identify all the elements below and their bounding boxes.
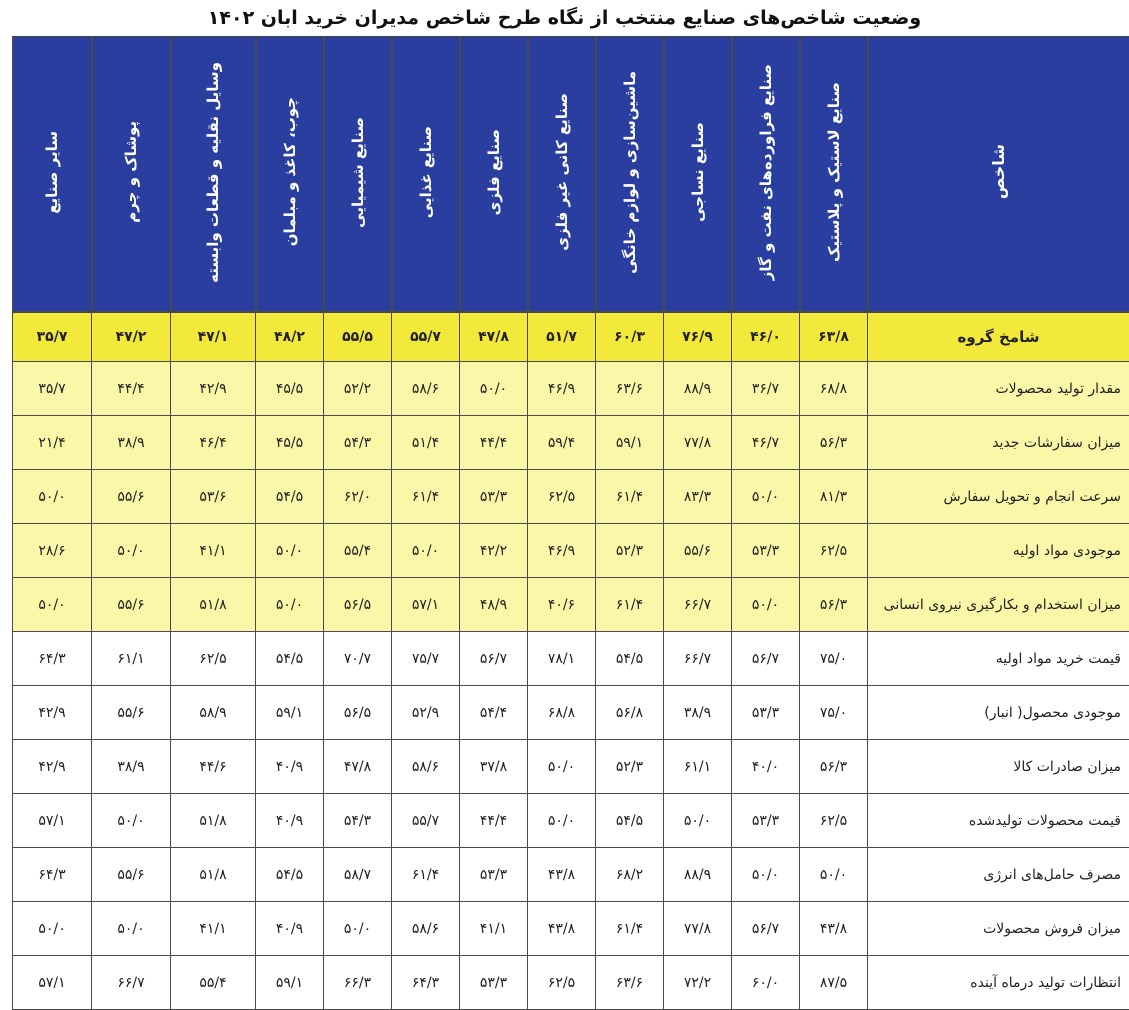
value-cell: ۴۱/۱	[171, 524, 256, 578]
header-industry	[460, 37, 528, 312]
value-cell: ۳۶/۷	[732, 362, 800, 416]
value-cell: ۵۴/۵	[596, 794, 664, 848]
value-cell: ۴۳/۸	[528, 902, 596, 956]
value-cell: ۶۰/۳	[596, 312, 664, 362]
value-cell: ۵۰/۰	[13, 902, 92, 956]
value-cell: ۵۴/۳	[324, 416, 392, 470]
value-cell: ۵۰/۰	[528, 740, 596, 794]
value-cell: ۴۲/۹	[13, 686, 92, 740]
value-cell: ۳۸/۹	[664, 686, 732, 740]
industry-pmi-table	[12, 36, 1129, 1010]
header-industry-label: صنایع کانی غیر فلزی	[553, 93, 571, 251]
row-label: مصرف حامل‌های انرژی	[868, 848, 1129, 902]
header-industry-label: صنایع فراورده‌های نفت و گاز	[757, 64, 775, 280]
value-cell: ۵۱/۴	[392, 416, 460, 470]
value-cell: ۵۶/۵	[324, 686, 392, 740]
header-industry	[171, 37, 256, 312]
value-cell: ۴۳/۸	[800, 902, 868, 956]
header-industry	[800, 37, 868, 312]
value-cell: ۵۶/۳	[800, 416, 868, 470]
value-cell: ۵۸/۶	[392, 740, 460, 794]
header-industry-label: صنایع فلزی	[485, 129, 503, 215]
value-cell: ۷۷/۸	[664, 902, 732, 956]
header-industry-label: پوشاک و چرم	[122, 121, 140, 223]
value-cell: ۷۵/۰	[800, 632, 868, 686]
value-cell: ۵۶/۷	[732, 632, 800, 686]
value-cell: ۶۳/۸	[800, 312, 868, 362]
value-cell: ۵۲/۲	[324, 362, 392, 416]
value-cell: ۵۳/۶	[171, 470, 256, 524]
value-cell: ۵۶/۵	[324, 578, 392, 632]
value-cell: ۵۵/۵	[324, 312, 392, 362]
value-cell: ۴۶/۹	[528, 362, 596, 416]
header-metric-label: شاخص	[990, 144, 1008, 199]
value-cell: ۶۰/۰	[732, 956, 800, 1010]
value-cell: ۶۲/۵	[528, 470, 596, 524]
value-cell: ۶۱/۴	[596, 578, 664, 632]
value-cell: ۵۵/۶	[92, 470, 171, 524]
value-cell: ۵۰/۰	[13, 470, 92, 524]
value-cell: ۵۵/۷	[392, 794, 460, 848]
value-cell: ۵۸/۹	[171, 686, 256, 740]
value-cell: ۵۶/۳	[800, 740, 868, 794]
header-industry-label: سایر صنایع	[43, 131, 61, 214]
value-cell: ۶۸/۸	[528, 686, 596, 740]
value-cell: ۵۲/۳	[596, 740, 664, 794]
value-cell: ۴۲/۹	[171, 362, 256, 416]
value-cell: ۴۸/۲	[256, 312, 324, 362]
value-cell: ۵۰/۰	[732, 470, 800, 524]
value-cell: ۵۸/۷	[324, 848, 392, 902]
header-industry-label: وسایل نقلیه و قطعات وابسته	[204, 62, 222, 283]
value-cell: ۵۶/۳	[800, 578, 868, 632]
row-label: شامخ گروه	[868, 312, 1129, 362]
value-cell: ۴۲/۹	[13, 740, 92, 794]
value-cell: ۴۱/۱	[171, 902, 256, 956]
value-cell: ۷۶/۹	[664, 312, 732, 362]
value-cell: ۵۳/۳	[460, 470, 528, 524]
value-cell: ۶۱/۴	[392, 848, 460, 902]
value-cell: ۵۵/۴	[324, 524, 392, 578]
table-row	[13, 524, 1129, 578]
value-cell: ۵۰/۰	[256, 524, 324, 578]
value-cell: ۲۸/۶	[13, 524, 92, 578]
value-cell: ۵۵/۷	[392, 312, 460, 362]
value-cell: ۵۰/۰	[392, 524, 460, 578]
value-cell: ۵۵/۶	[92, 578, 171, 632]
value-cell: ۸۷/۵	[800, 956, 868, 1010]
value-cell: ۴۴/۴	[92, 362, 171, 416]
value-cell: ۴۳/۸	[528, 848, 596, 902]
value-cell: ۵۱/۸	[171, 578, 256, 632]
header-industry	[528, 37, 596, 312]
value-cell: ۴۸/۹	[460, 578, 528, 632]
value-cell: ۵۳/۳	[732, 794, 800, 848]
value-cell: ۵۷/۱	[13, 956, 92, 1010]
value-cell: ۶۶/۷	[664, 632, 732, 686]
value-cell: ۴۷/۸	[460, 312, 528, 362]
value-cell: ۴۷/۲	[92, 312, 171, 362]
value-cell: ۵۵/۶	[92, 848, 171, 902]
value-cell: ۵۲/۳	[596, 524, 664, 578]
header-industry-label: چوب، کاغذ و مبلمان	[281, 97, 299, 246]
header-row	[13, 37, 1129, 312]
header-industry-label: صنایع نساجی	[689, 122, 707, 222]
table-row	[13, 470, 1129, 524]
value-cell: ۵۲/۹	[392, 686, 460, 740]
value-cell: ۶۳/۶	[596, 956, 664, 1010]
value-cell: ۵۰/۰	[664, 794, 732, 848]
header-industry	[256, 37, 324, 312]
value-cell: ۳۷/۸	[460, 740, 528, 794]
value-cell: ۴۶/۷	[732, 416, 800, 470]
header-metric	[868, 37, 1129, 312]
value-cell: ۳۵/۷	[13, 362, 92, 416]
value-cell: ۷۰/۷	[324, 632, 392, 686]
header-industry-label: صنایع غذایی	[417, 126, 435, 218]
value-cell: ۶۱/۴	[596, 470, 664, 524]
table-row	[13, 794, 1129, 848]
value-cell: ۴۷/۱	[171, 312, 256, 362]
value-cell: ۴۰/۹	[256, 740, 324, 794]
table-row	[13, 362, 1129, 416]
value-cell: ۶۲/۰	[324, 470, 392, 524]
value-cell: ۸۸/۹	[664, 848, 732, 902]
header-industry-label: صنایع شیمیایی	[349, 117, 367, 228]
row-label: انتظارات تولید درماه آینده	[868, 956, 1129, 1010]
value-cell: ۶۲/۵	[171, 632, 256, 686]
table-title: وضعیت شاخص‌های صنایع منتخب از نگاه طرح شاخص مدیران خرید ابان ۱۴۰۲	[0, 0, 1129, 32]
value-cell: ۵۴/۵	[596, 632, 664, 686]
value-cell: ۵۰/۰	[800, 848, 868, 902]
value-cell: ۵۳/۳	[460, 956, 528, 1010]
value-cell: ۶۴/۳	[392, 956, 460, 1010]
header-industry	[732, 37, 800, 312]
value-cell: ۳۸/۹	[92, 416, 171, 470]
value-cell: ۴۶/۰	[732, 312, 800, 362]
value-cell: ۵۰/۰	[92, 524, 171, 578]
value-cell: ۵۴/۳	[324, 794, 392, 848]
value-cell: ۴۵/۵	[256, 416, 324, 470]
header-industry-label: ماشین‌سازی و لوازم خانگی	[621, 71, 639, 274]
value-cell: ۶۶/۳	[324, 956, 392, 1010]
value-cell: ۶۶/۷	[664, 578, 732, 632]
value-cell: ۶۲/۵	[800, 524, 868, 578]
value-cell: ۵۰/۰	[460, 362, 528, 416]
table-row	[13, 686, 1129, 740]
value-cell: ۵۶/۷	[460, 632, 528, 686]
value-cell: ۶۲/۵	[800, 794, 868, 848]
table-row	[13, 902, 1129, 956]
value-cell: ۴۱/۱	[460, 902, 528, 956]
value-cell: ۵۱/۷	[528, 312, 596, 362]
row-label: میزان استخدام و بکارگیری نیروی انسانی	[868, 578, 1129, 632]
value-cell: ۴۲/۲	[460, 524, 528, 578]
value-cell: ۵۰/۰	[92, 794, 171, 848]
value-cell: ۵۹/۴	[528, 416, 596, 470]
value-cell: ۴۰/۹	[256, 902, 324, 956]
value-cell: ۵۰/۰	[324, 902, 392, 956]
value-cell: ۵۸/۶	[392, 362, 460, 416]
value-cell: ۷۵/۷	[392, 632, 460, 686]
value-cell: ۵۳/۳	[732, 686, 800, 740]
row-label: موجودی محصول( انبار)	[868, 686, 1129, 740]
value-cell: ۵۱/۸	[171, 848, 256, 902]
value-cell: ۷۵/۰	[800, 686, 868, 740]
value-cell: ۵۹/۱	[596, 416, 664, 470]
value-cell: ۶۴/۳	[13, 632, 92, 686]
value-cell: ۸۱/۳	[800, 470, 868, 524]
value-cell: ۵۰/۰	[528, 794, 596, 848]
value-cell: ۵۸/۶	[392, 902, 460, 956]
value-cell: ۵۰/۰	[732, 578, 800, 632]
row-label: موجودی مواد اولیه	[868, 524, 1129, 578]
row-label: سرعت انجام و تحویل سفارش	[868, 470, 1129, 524]
value-cell: ۵۶/۷	[732, 902, 800, 956]
value-cell: ۵۰/۰	[92, 902, 171, 956]
value-cell: ۶۱/۱	[92, 632, 171, 686]
value-cell: ۲۱/۴	[13, 416, 92, 470]
group-index-row	[13, 312, 1129, 362]
value-cell: ۷۷/۸	[664, 416, 732, 470]
value-cell: ۶۴/۳	[13, 848, 92, 902]
table-row	[13, 416, 1129, 470]
table-row	[13, 632, 1129, 686]
value-cell: ۶۶/۷	[92, 956, 171, 1010]
value-cell: ۵۵/۶	[92, 686, 171, 740]
value-cell: ۷۸/۱	[528, 632, 596, 686]
value-cell: ۴۶/۴	[171, 416, 256, 470]
value-cell: ۵۴/۴	[460, 686, 528, 740]
value-cell: ۸۸/۹	[664, 362, 732, 416]
value-cell: ۵۰/۰	[13, 578, 92, 632]
value-cell: ۵۵/۴	[171, 956, 256, 1010]
value-cell: ۸۳/۳	[664, 470, 732, 524]
value-cell: ۴۰/۶	[528, 578, 596, 632]
value-cell: ۵۰/۰	[256, 578, 324, 632]
value-cell: ۳۸/۹	[92, 740, 171, 794]
value-cell: ۷۲/۲	[664, 956, 732, 1010]
value-cell: ۵۷/۱	[13, 794, 92, 848]
value-cell: ۴۷/۸	[324, 740, 392, 794]
header-industry	[324, 37, 392, 312]
value-cell: ۵۵/۶	[664, 524, 732, 578]
value-cell: ۵۴/۵	[256, 848, 324, 902]
table-row	[13, 956, 1129, 1010]
value-cell: ۵۹/۱	[256, 686, 324, 740]
value-cell: ۵۱/۸	[171, 794, 256, 848]
row-label: قیمت خرید مواد اولیه	[868, 632, 1129, 686]
value-cell: ۵۴/۵	[256, 632, 324, 686]
value-cell: ۴۴/۶	[171, 740, 256, 794]
value-cell: ۶۱/۱	[664, 740, 732, 794]
value-cell: ۵۴/۵	[256, 470, 324, 524]
table-row	[13, 848, 1129, 902]
row-label: میزان صادرات کالا	[868, 740, 1129, 794]
value-cell: ۵۰/۰	[732, 848, 800, 902]
value-cell: ۴۵/۵	[256, 362, 324, 416]
header-industry-label: صنایع لاستیک و پلاستیک	[825, 82, 843, 262]
header-industry	[664, 37, 732, 312]
value-cell: ۶۱/۴	[596, 902, 664, 956]
value-cell: ۳۵/۷	[13, 312, 92, 362]
row-label: میزان فروش محصولات	[868, 902, 1129, 956]
header-industry	[596, 37, 664, 312]
value-cell: ۵۳/۳	[732, 524, 800, 578]
value-cell: ۶۸/۲	[596, 848, 664, 902]
value-cell: ۴۶/۹	[528, 524, 596, 578]
row-label: مقدار تولید محصولات	[868, 362, 1129, 416]
value-cell: ۴۰/۰	[732, 740, 800, 794]
value-cell: ۶۲/۵	[528, 956, 596, 1010]
value-cell: ۵۳/۳	[460, 848, 528, 902]
value-cell: ۴۴/۴	[460, 416, 528, 470]
table-row	[13, 740, 1129, 794]
row-label: میزان سفارشات جدید	[868, 416, 1129, 470]
value-cell: ۴۰/۹	[256, 794, 324, 848]
row-label: قیمت محصولات تولیدشده	[868, 794, 1129, 848]
value-cell: ۴۴/۴	[460, 794, 528, 848]
header-industry	[13, 37, 92, 312]
value-cell: ۶۱/۴	[392, 470, 460, 524]
table-body	[13, 312, 1129, 1010]
value-cell: ۵۶/۸	[596, 686, 664, 740]
table-row	[13, 578, 1129, 632]
value-cell: ۵۷/۱	[392, 578, 460, 632]
value-cell: ۵۹/۱	[256, 956, 324, 1010]
value-cell: ۶۳/۶	[596, 362, 664, 416]
header-industry	[392, 37, 460, 312]
header-industry	[92, 37, 171, 312]
value-cell: ۶۸/۸	[800, 362, 868, 416]
